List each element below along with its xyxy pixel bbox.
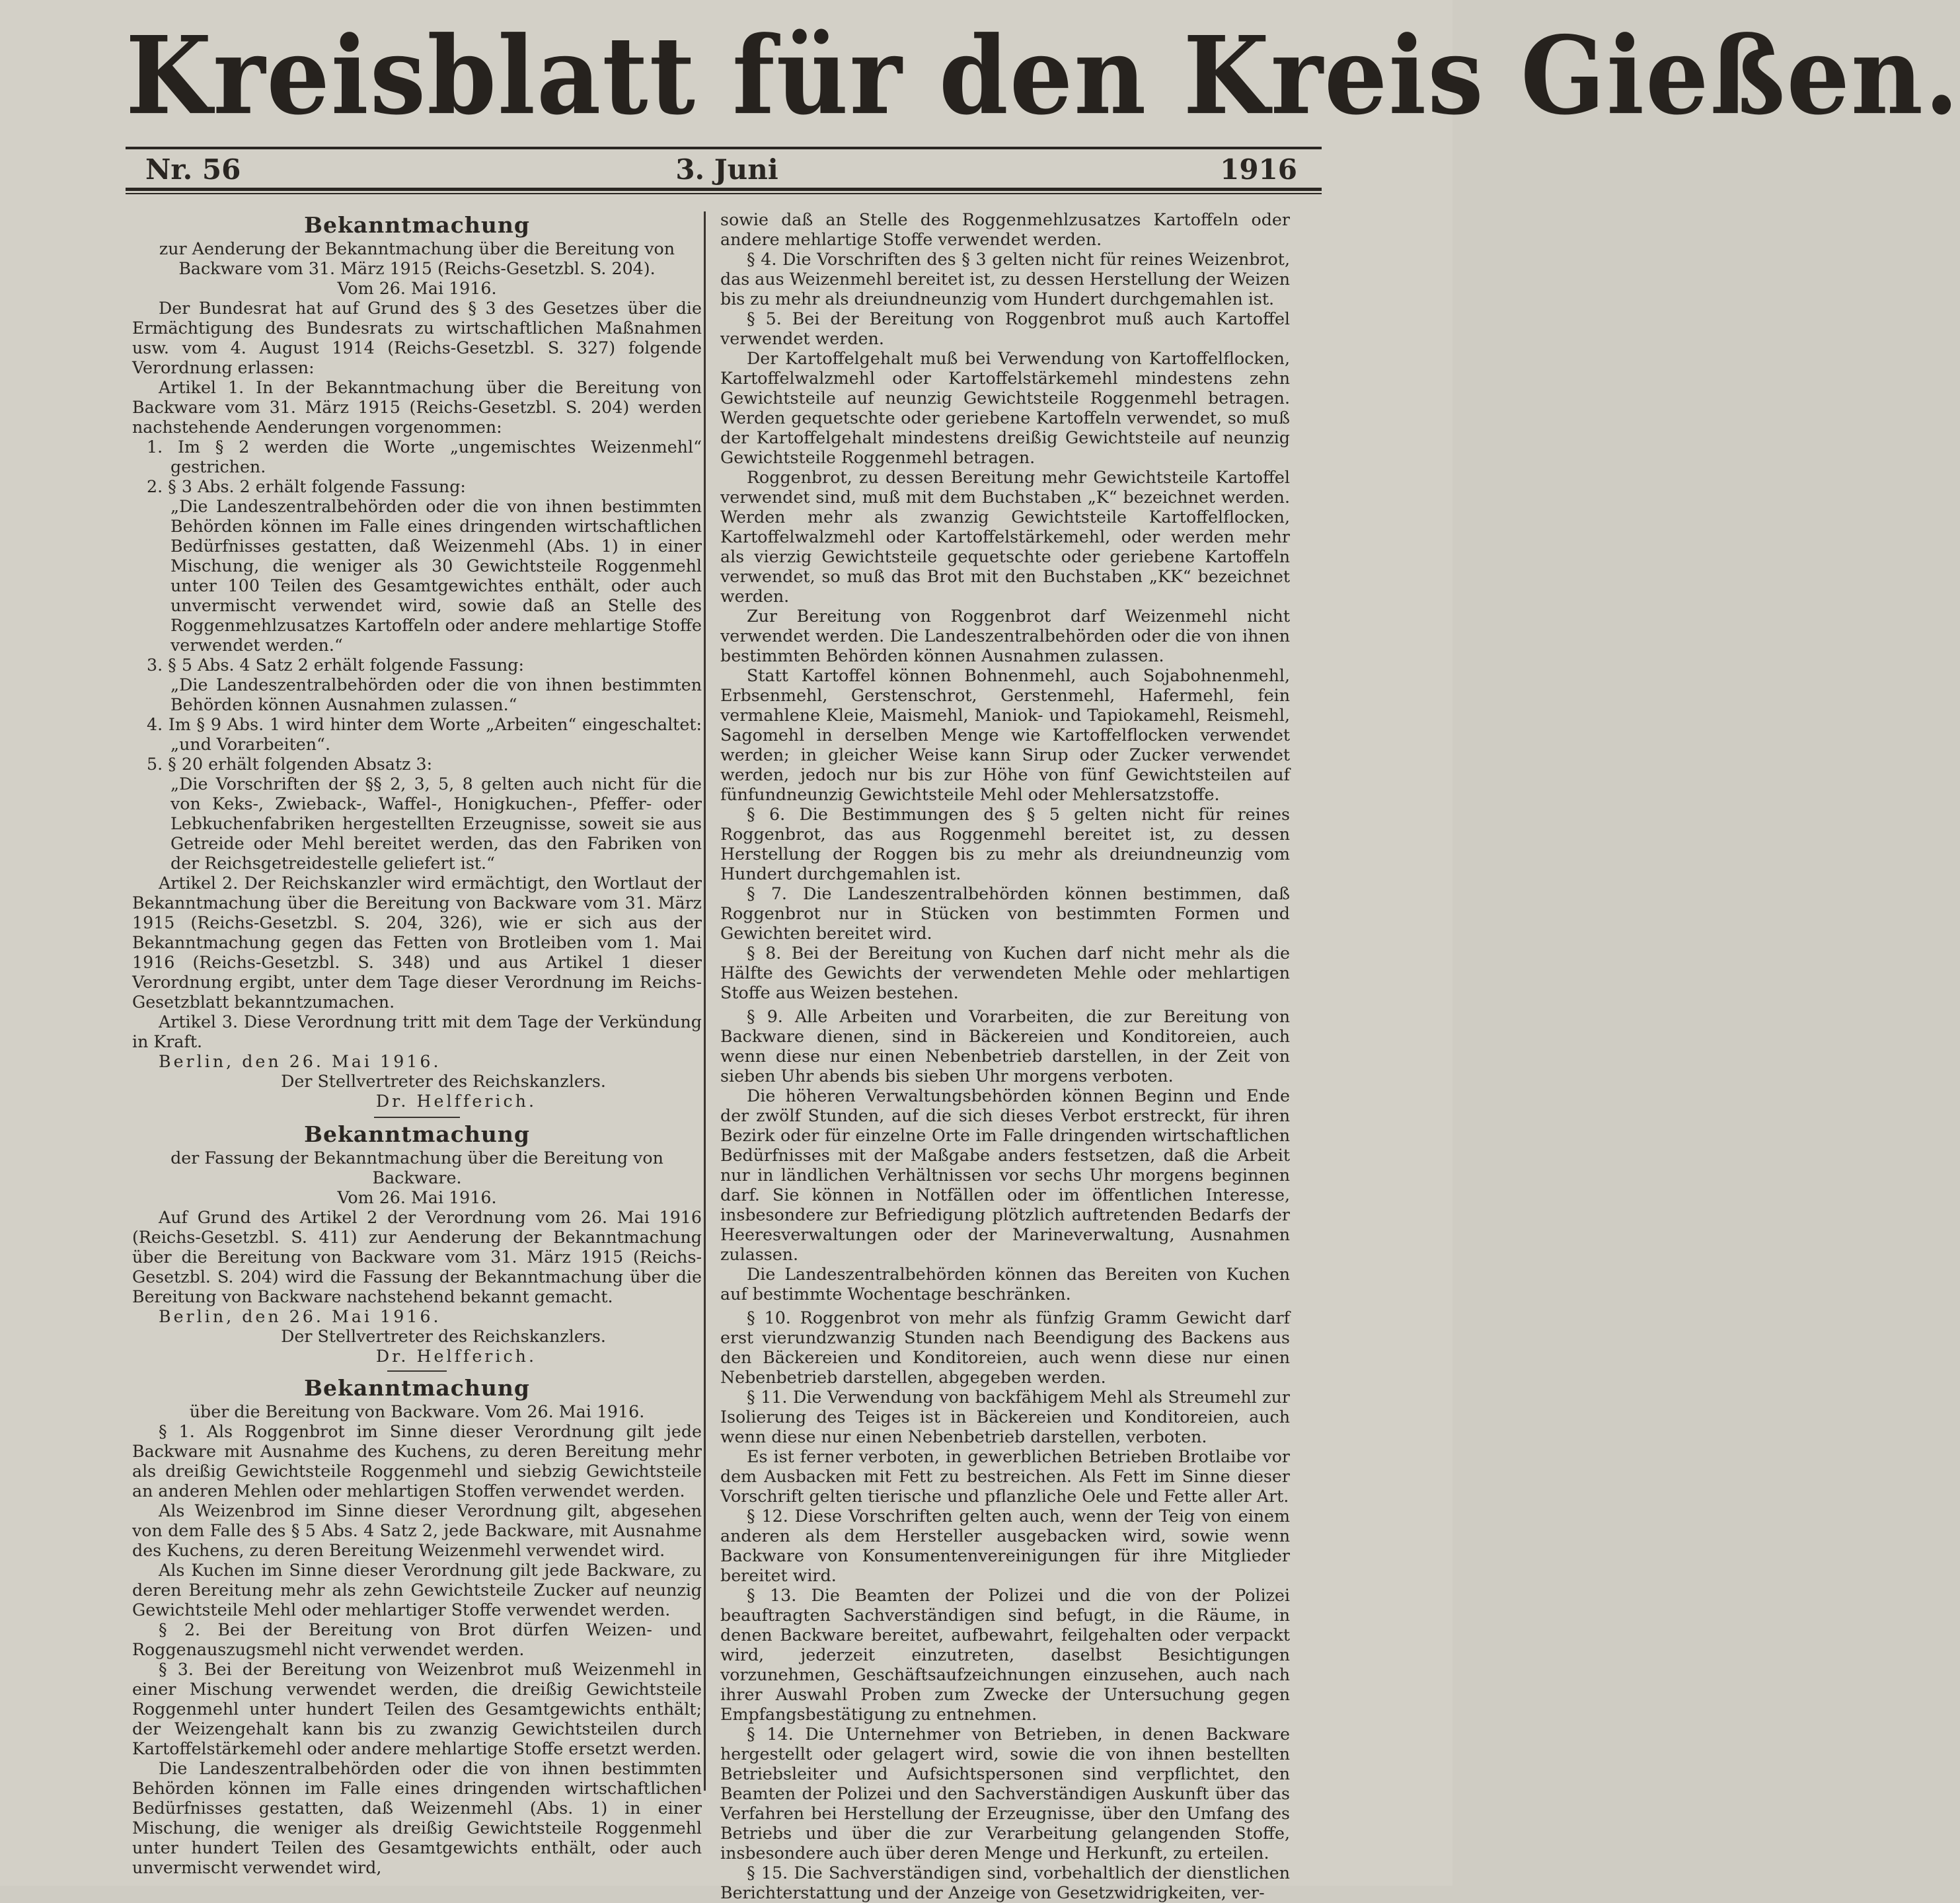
paragraph: Als Weizenbrod im Sinne dieser Verordnung gilt, abgesehen von dem Falle des § 5 Abs. 4 Satz 2, jede Backware, mit Ausnahme des Kuchens, zu deren Bereitung Weizenmehl verwendet wird. xyxy=(132,1501,702,1560)
article-subtitle: zur Aenderung der Bekanntmachung über die Bereitung von Backware vom 31. März 1915 (Reichs-Gesetzbl. S. 204). xyxy=(159,239,675,278)
paragraph: § 15. Die Sachverständigen sind, vorbehaltlich der dienstlichen Berichterstattung und der Anzeige von Gesetzwidrigkeiten, ver- xyxy=(720,1863,1290,1902)
list-item: 2. § 3 Abs. 2 erhält folgende Fassung: xyxy=(147,477,466,496)
paragraph: § 11. Die Verwendung von backfähigem Mehl als Streumehl zur Isolierung des Teiges ist in Bäckereien und Konditoreien, auch wenn diese nur einen Nebenbetrieb darstellen, verboten. xyxy=(720,1388,1290,1446)
paragraph: § 1. Als Roggenbrot im Sinne dieser Verordnung gilt jede Backware mit Ausnahme des Kuchens, zu deren Bereitung mehr als dreißig Gewichtsteile Roggenmehl und siebzig Gewichtsteile an anderen Mehlen oder mehlartigen Stoffen verwendet werden. xyxy=(132,1422,702,1501)
paragraph: Roggenbrot, zu dessen Bereitung mehr Gewichtsteile Kartoffel verwendet sind, muß mit dem Buchstaben „K“ bezeichnet werden. Werden mehr als zwanzig Gewichtsteile Kartoffelflocken, Kartoffelwalzmehl oder Kartoffelstärkemehl, oder werden mehr als vierzig Gewichtsteile gequetschte oder geriebene Kartoffeln verwendet, so muß das Brot mit den Buchstaben „KK“ bezeichnet werden. xyxy=(720,468,1290,606)
list-item: 4. Im § 9 Abs. 1 wird hinter dem Worte „Arbeiten“ eingeschaltet: „und Vorarbeiten“. xyxy=(147,715,702,754)
paragraph: Artikel 3. Diese Verordnung tritt mit dem Tage der Verkündung in Kraft. xyxy=(132,1012,702,1051)
signature-name: Dr. Helfferich. xyxy=(375,1347,537,1366)
signature-place: Berlin, den 26. Mai 1916. xyxy=(159,1052,441,1071)
quote: „Die Landeszentralbehörden oder die von ihnen bestimmten Behörden können Ausnahmen zulassen.“ xyxy=(170,675,702,714)
left-column xyxy=(132,210,702,1877)
signature-name: Dr. Helfferich. xyxy=(375,1092,537,1111)
paragraph: § 13. Die Beamten der Polizei und die von der Polizei beauftragten Sachverständigen sind befugt, in die Räume, in denen Backware bereitet, aufbewahrt, feilgehalten oder verpackt wird, jederzeit einzutreten, daselbst Besichtigungen vorzunehmen, Geschäftsaufzeichnungen einzusehen, auch nach ihrer Auswahl Proben zum Zwecke der Untersuchung gegen Empfangsbestätigung zu entnehmen. xyxy=(720,1586,1290,1724)
paragraph: Der Kartoffelgehalt muß bei Verwendung von Kartoffelflocken, Kartoffelwalzmehl oder Kartoffelstärkemehl mindestens zehn Gewichtsteile auf neunzig Gewichtsteile Roggenmehl betragen. Werden gequetschte oder geriebene Kartoffeln verwendet, so muß der Kartoffelgehalt mindestens dreißig Gewichtsteile auf neunzig Gewichtsteile Roggenmehl betragen. xyxy=(720,349,1290,467)
column-divider xyxy=(704,211,706,1791)
paragraph: Als Kuchen im Sinne dieser Verordnung gilt jede Backware, zu deren Bereitung mehr als zehn Gewichtsteile Zucker auf neunzig Gewichtsteile Mehl oder mehlartiger Stoffe verwendet werden. xyxy=(132,1561,702,1620)
section-separator xyxy=(387,1370,447,1372)
quote: „Die Landeszentralbehörden oder die von ihnen bestimmten Behörden können im Falle eines dringenden wirtschaftlichen Bedürfnisses gestatten, daß Weizenmehl (Abs. 1) in einer Mischung, die weniger als 30 Gewichtsteile Roggenmehl unter 100 Teilen des Gesamtgewichtes enthält, oder auch unvermischt verwendet wird, sowie daß an Stelle des Roggenmehlzusatzes Kartoffeln oder andere mehlartige Stoffe verwendet werden.“ xyxy=(170,497,702,655)
paragraph: Es ist ferner verboten, in gewerblichen Betrieben Brotlaibe vor dem Ausbacken mit Fett zu bestreichen. Als Fett im Sinne dieser Vorschrift gelten tierische und pflanzliche Oele und Fette aller Art. xyxy=(720,1447,1290,1506)
list-item: 3. § 5 Abs. 4 Satz 2 erhält folgende Fassung: xyxy=(147,655,525,675)
header-rule-top xyxy=(126,147,1322,149)
list-item: 1. Im § 2 werden die Worte „ungemischtes Weizenmehl“ gestrichen. xyxy=(147,437,702,476)
paragraph: Statt Kartoffel können Bohnenmehl, auch Sojabohnenmehl, Erbsenmehl, Gerstenschrot, Gerstenmehl, Hafermehl, fein vermahlene Kleie, Maismehl, Maniok- und Tapiokamehl, Reismehl, Sagomehl in derselben Menge wie Kartoffelflocken verwendet werden; in gleicher Weise kann Sirup oder Zucker verwendet werden, jedoch nur bis zur Höhe von fünf Gewichtsteilen auf fünfundneunzig Gewichtsteile Mehl oder Mehlersatzstoffe. xyxy=(720,666,1290,804)
article-title: Bekanntmachung xyxy=(304,212,530,238)
paragraph: Auf Grund des Artikel 2 der Verordnung vom 26. Mai 1916 (Reichs-Gesetzbl. S. 411) zur Aenderung der Bekanntmachung über die Bereitung von Backware vom 31. März 1915 (Reichs-Gesetzbl. S. 204) wird die Fassung der Bekanntmachung über die Bereitung von Backware nachstehend bekannt gemacht. xyxy=(132,1208,702,1306)
paragraph: § 10. Roggenbrot von mehr als fünfzig Gramm Gewicht darf erst vierundzwanzig Stunden nach Beendigung des Backens aus den Bäckereien und Konditoreien, auch wenn diese nur einen Nebenbetrieb darstellen, abgegeben werden. xyxy=(720,1308,1290,1387)
paragraph: § 8. Bei der Bereitung von Kuchen darf nicht mehr als die Hälfte des Gewichts der verwendeten Mehle oder mehlartigen Stoffe aus Weizen bestehen. xyxy=(720,944,1290,1002)
signature-office: Der Stellvertreter des Reichskanzlers. xyxy=(281,1072,606,1091)
paragraph: Die höheren Verwaltungsbehörden können Beginn und Ende der zwölf Stunden, auf die sich dieses Verbot erstreckt, für ihren Bezirk oder für einzelne Orte im Falle dringenden wirtschaftlichen Bedürfnisses mit der Maßgabe anders festsetzen, daß die Arbeit nur in ländlichen Verhältnissen vor sechs Uhr morgens beginnen darf. Sie können in Notfällen oder im öffentlichen Interesse, insbesondere zur Befriedigung plötzlich auftretenden Bedarfs der Heeresverwaltungen oder der Marineverwaltung, Ausnahmen zulassen. xyxy=(720,1086,1290,1264)
quote: „Die Vorschriften der §§ 2, 3, 5, 8 gelten auch nicht für die von Keks-, Zwieback-, Waffel-, Honigkuchen-, Pfeffer- oder Lebkuchenfabriken hergestellten Erzeugnisse, soweit sie aus Getreide oder Mehl bereitet werden, das den Fabriken von der Reichsgetreidestelle geliefert ist.“ xyxy=(170,774,702,873)
issue-date: 3. Juni xyxy=(675,153,778,186)
list-item: 5. § 20 erhält folgenden Absatz 3: xyxy=(147,755,433,774)
signature-place: Berlin, den 26. Mai 1916. xyxy=(159,1307,441,1326)
article-date: Vom 26. Mai 1916. xyxy=(337,279,497,298)
paragraph: § 4. Die Vorschriften des § 3 gelten nicht für reines Weizenbrot, das aus Weizenmehl bereitet ist, zu dessen Herstellung der Weizen bis zu mehr als dreiundneunzig vom Hundert durchgemahlen ist. xyxy=(720,250,1290,309)
paragraph: § 7. Die Landeszentralbehörden können bestimmen, daß Roggenbrot nur in Stücken von bestimmten Formen und Gewichten bereitet wird. xyxy=(720,884,1290,943)
issue-year: 1916 xyxy=(1220,153,1297,186)
paragraph: Der Bundesrat hat auf Grund des § 3 des Gesetzes über die Ermächtigung des Bundesrats zu wirtschaftlichen Maßnahmen usw. vom 4. August 1914 (Reichs-Gesetzbl. S. 327) folgende Verordnung erlassen: xyxy=(132,299,702,377)
article-title: Bekanntmachung xyxy=(304,1375,530,1401)
article-subtitle: über die Bereitung von Backware. Vom 26. Mai 1916. xyxy=(189,1402,645,1421)
article-subtitle: der Fassung der Bekanntmachung über die Bereitung von Backware. xyxy=(170,1148,663,1187)
article-date: Vom 26. Mai 1916. xyxy=(337,1188,497,1207)
paragraph: Artikel 1. In der Bekanntmachung über die Bereitung von Backware vom 31. März 1915 (Reichs-Gesetzbl. S. 204) werden nachstehende Aenderungen vorgenommen: xyxy=(132,378,702,437)
issue-number: Nr. 56 xyxy=(145,153,241,186)
header-rule-bottom-thin xyxy=(126,193,1322,194)
paragraph: § 9. Alle Arbeiten und Vorarbeiten, die zur Bereitung von Backware dienen, sind in Bäckereien und Konditoreien, auch wenn diese nur einen Nebenbetrieb darstellen, in der Zeit von sieben Uhr abends bis sieben Uhr morgens verboten. xyxy=(720,1007,1290,1086)
paragraph: § 5. Bei der Bereitung von Roggenbrot muß auch Kartoffel verwendet werden. xyxy=(720,309,1290,348)
paragraph: Zur Bereitung von Roggenbrot darf Weizenmehl nicht verwendet werden. Die Landeszentralbehörden oder die von ihnen bestimmten Behörden können Ausnahmen zulassen. xyxy=(720,607,1290,665)
paragraph: § 12. Diese Vorschriften gelten auch, wenn der Teig von einem anderen als dem Hersteller ausgebacken wird, sowie wenn Backware von Konsumentenvereinigungen für ihre Mitglieder bereitet wird. xyxy=(720,1507,1290,1585)
masthead-title: Kreisblatt für den Kreis Gießen. xyxy=(126,13,1960,139)
paragraph: sowie daß an Stelle des Roggenmehlzusatzes Kartoffeln oder andere mehlartige Stoffe verwendet werden. xyxy=(720,210,1290,249)
signature-office: Der Stellvertreter des Reichskanzlers. xyxy=(281,1327,606,1346)
right-column xyxy=(720,210,1290,1902)
paragraph: § 3. Bei der Bereitung von Weizenbrot muß Weizenmehl in einer Mischung verwendet werden, die dreißig Gewichtsteile Roggenmehl unter hundert Teilen des Gesamtgewichts enthält; der Weizengehalt kann bis zu zwanzig Gewichtsteilen durch Kartoffelstärkemehl oder andere mehlartige Stoffe ersetzt werden. xyxy=(132,1660,702,1758)
article-title: Bekanntmachung xyxy=(304,1121,530,1147)
paragraph: Die Landeszentralbehörden können das Bereiten von Kuchen auf bestimmte Wochentage beschränken. xyxy=(720,1265,1290,1304)
section-separator xyxy=(374,1117,460,1118)
header-rule-bottom xyxy=(126,188,1322,191)
paragraph: Artikel 2. Der Reichskanzler wird ermächtigt, den Wortlaut der Bekanntmachung über die Bereitung von Backware vom 31. März 1915 (Reichs-Gesetzbl. S. 204, 326), wie er sich aus der Bekanntmachung gegen das Fetten von Brotleiben vom 1. Mai 1916 (Reichs-Gesetzbl. S. 348) und aus Artikel 1 dieser Verordnung ergibt, unter dem Tage dieser Verordnung im Reichs-Gesetzblatt bekanntzumachen. xyxy=(132,874,702,1012)
paragraph: § 6. Die Bestimmungen des § 5 gelten nicht für reines Roggenbrot, das aus Roggenmehl bereitet ist, zu dessen Herstellung der Roggen bis zu mehr als dreiundneunzig vom Hundert durchgemahlen ist. xyxy=(720,805,1290,883)
paragraph: § 14. Die Unternehmer von Betrieben, in denen Backware hergestellt oder gelagert wird, sowie die von ihnen bestellten Betriebsleiter und Aufsichtspersonen sind verpflichtet, den Beamten der Polizei und den Sachverständigen Auskunft über das Verfahren bei Herstellung der Erzeugnisse, über den Umfang des Betriebs und über die zur Verarbeitung gelangenden Stoffe, insbesondere auch über deren Menge und Herkunft, zu erteilen. xyxy=(720,1725,1290,1863)
paragraph: § 2. Bei der Bereitung von Brot dürfen Weizen- und Roggenauszugsmehl nicht verwendet werden. xyxy=(132,1620,702,1659)
paragraph: Die Landeszentralbehörden oder die von ihnen bestimmten Behörden können im Falle eines dringenden wirtschaftlichen Bedürfnisses gestatten, daß Weizenmehl (Abs. 1) in einer Mischung, die weniger als dreißig Gewichtsteile Roggenmehl unter hundert Teilen des Gesamtgewichts enthält, oder auch unvermischt verwendet wird, xyxy=(132,1759,702,1877)
